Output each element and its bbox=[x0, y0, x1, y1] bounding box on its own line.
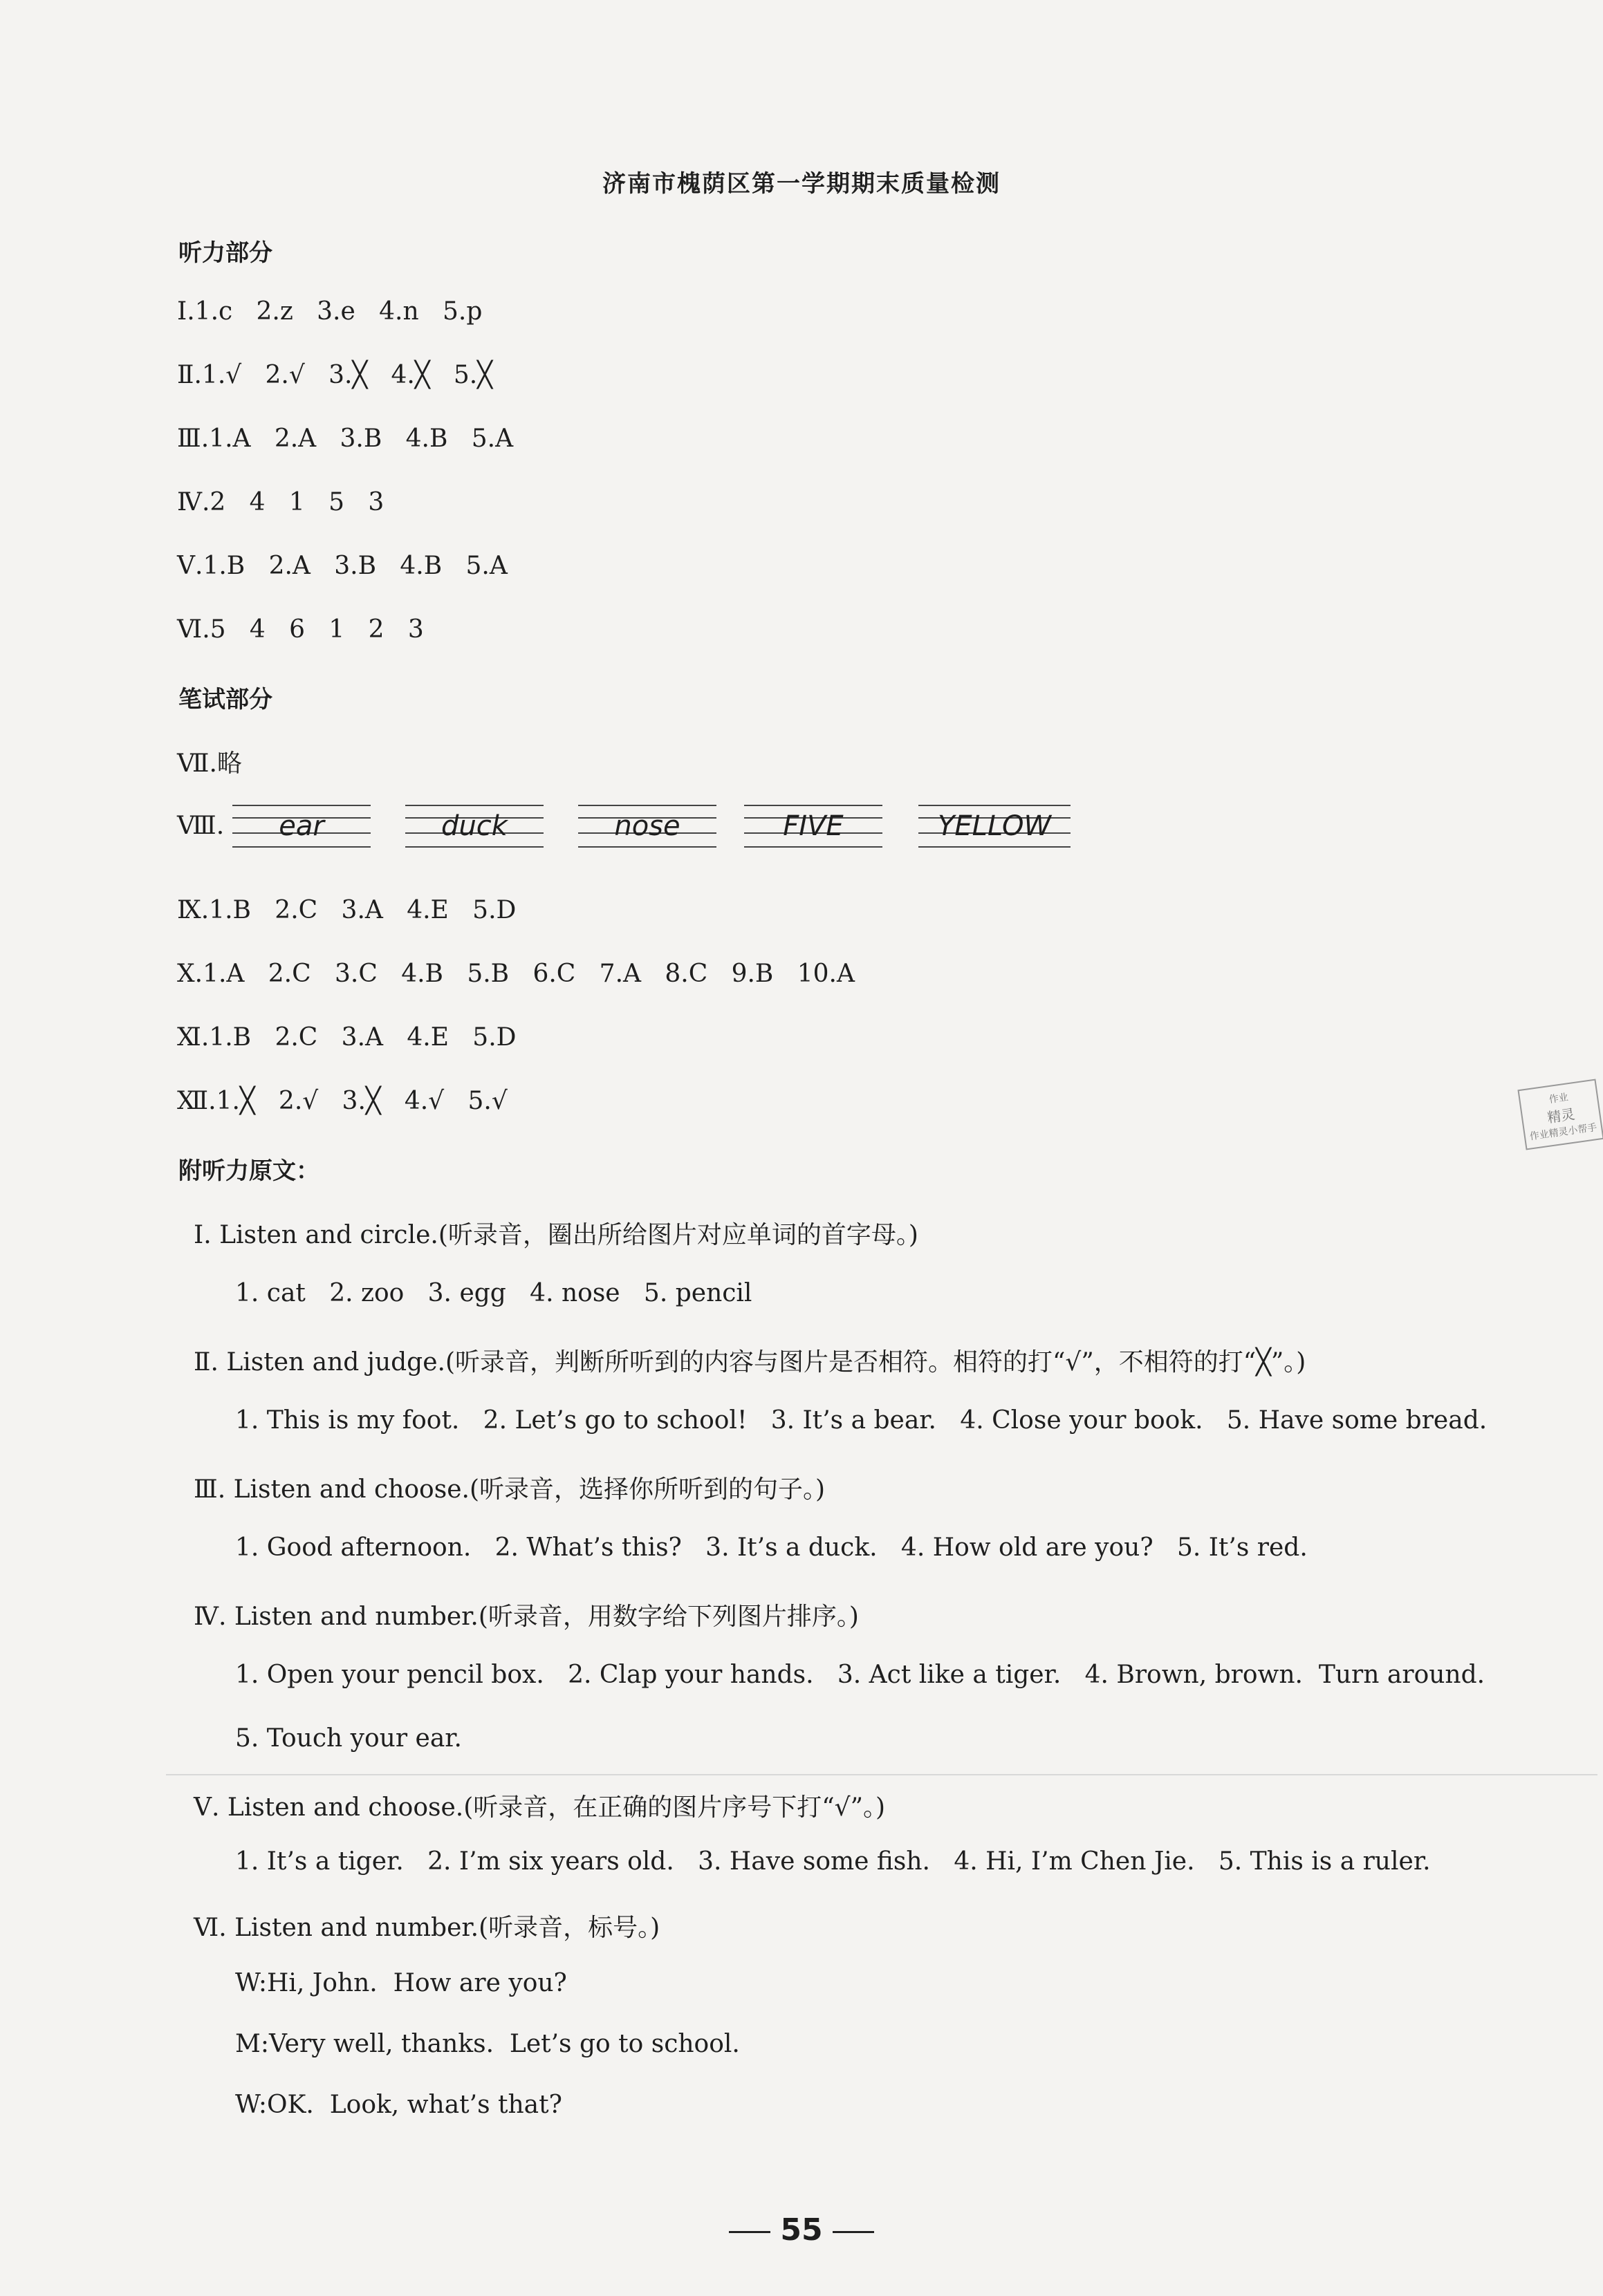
answer-line-12: Ⅻ.1.╳ 2.√ 3.╳ 4.√ 5.√ bbox=[177, 1087, 508, 1115]
page-number-text: 55 bbox=[780, 2212, 823, 2248]
handwriting-box bbox=[578, 802, 716, 849]
tapescript-line: 1. Open your pencil box. 2. Clap your hands. 3. Act like a tiger. 4. Brown, brown. Turn around. bbox=[235, 1661, 1485, 1689]
handwriting-word: nose bbox=[614, 810, 680, 842]
tapescript-line: 1. This is my foot. 2. Let’s go to school! 3. It’s a bear. 4. Close your book. 5. Have some bread. bbox=[235, 1406, 1488, 1435]
answer-line-2: Ⅱ.1.√ 2.√ 3.╳ 4.╳ 5.╳ bbox=[177, 361, 492, 389]
dash-right bbox=[833, 2231, 874, 2233]
answer-line-5: Ⅴ.1.B 2.A 3.B 4.B 5.A bbox=[177, 552, 508, 580]
watermark-stamp bbox=[1517, 1079, 1603, 1150]
tapescript-line: W:Hi, John. How are you? bbox=[235, 1969, 567, 1997]
handwriting-box bbox=[232, 802, 371, 849]
tapescript-section-head: Ⅴ. Listen and choose.(听录音，在正确的图片序号下打“√”。) bbox=[194, 1793, 886, 1822]
answer-line-11: Ⅺ.1.B 2.C 3.A 4.E 5.D bbox=[177, 1023, 517, 1052]
answer-line-9: Ⅸ.1.B 2.C 3.A 4.E 5.D bbox=[177, 896, 517, 924]
tapescript-line: W:OK. Look, what’s that? bbox=[235, 2091, 562, 2119]
tapescript-section-head: Ⅱ. Listen and judge.(听录音，判断所听到的内容与图片是否相符。相符的打“√”，不相符的打“╳”。) bbox=[194, 1348, 1306, 1376]
dash-left bbox=[729, 2231, 770, 2233]
written-heading: 笔试部分 bbox=[178, 686, 272, 713]
tapescript-section-head: Ⅳ. Listen and number.(听录音，用数字给下列图片排序。) bbox=[194, 1603, 859, 1631]
tapescript-line: 5. Touch your ear. bbox=[235, 1724, 462, 1753]
page-number bbox=[0, 2212, 1603, 2248]
handwriting-answers bbox=[177, 802, 1145, 857]
listening-heading: 听力部分 bbox=[178, 239, 272, 267]
tapescript-line: 1. It’s a tiger. 2. I’m six years old. 3. Have some fish. 4. Hi, I’m Chen Jie. 5. This is a ruler. bbox=[235, 1847, 1431, 1876]
answer-line-1: Ⅰ.1.c 2.z 3.e 4.n 5.p bbox=[177, 297, 483, 326]
page-title: 济南市槐荫区第一学期期末质量检测 bbox=[602, 170, 1001, 198]
tapescript-line: M:Very well, thanks. Let’s go to school. bbox=[235, 2030, 740, 2058]
answer-line-3: Ⅲ.1.A 2.A 3.B 4.B 5.A bbox=[177, 424, 514, 453]
handwriting-box bbox=[744, 802, 882, 849]
tapescript-section-head: Ⅰ. Listen and circle.(听录音，圈出所给图片对应单词的首字母。) bbox=[194, 1221, 918, 1249]
handwriting-box bbox=[918, 802, 1071, 849]
handwriting-number: Ⅷ. bbox=[177, 812, 225, 840]
handwriting-word: ear bbox=[279, 810, 324, 842]
handwriting-word: duck bbox=[441, 810, 508, 842]
stamp-text-top: 作业 bbox=[1548, 1091, 1569, 1105]
tapescript-section-head: Ⅲ. Listen and choose.(听录音，选择你所听到的句子。) bbox=[194, 1475, 826, 1504]
answer-line-7: Ⅶ.略 bbox=[177, 749, 242, 778]
answer-line-10: Ⅹ.1.A 2.C 3.C 4.B 5.B 6.C 7.A 8.C 9.B 10.A bbox=[177, 960, 855, 988]
handwriting-word: YELLOW bbox=[937, 810, 1052, 842]
answer-line-4: Ⅳ.2 4 1 5 3 bbox=[177, 488, 384, 516]
tapescript-heading: 附听力原文： bbox=[178, 1157, 319, 1185]
answer-line-6: Ⅵ.5 4 6 1 2 3 bbox=[177, 615, 424, 644]
stamp-text-bottom: 作业精灵小帮手 bbox=[1528, 1121, 1598, 1142]
tapescript-line: 1. cat 2. zoo 3. egg 4. nose 5. pencil bbox=[235, 1279, 752, 1307]
tapescript-section-head: Ⅵ. Listen and number.(听录音，标号。) bbox=[194, 1914, 660, 1942]
page-divider bbox=[166, 1774, 1597, 1775]
handwriting-box bbox=[405, 802, 544, 849]
tapescript-line: 1. Good afternoon. 2. What’s this? 3. It’s a duck. 4. How old are you? 5. It’s red. bbox=[235, 1533, 1308, 1562]
stamp-text-mid: 精灵 bbox=[1546, 1105, 1576, 1126]
handwriting-word: FIVE bbox=[783, 810, 844, 842]
